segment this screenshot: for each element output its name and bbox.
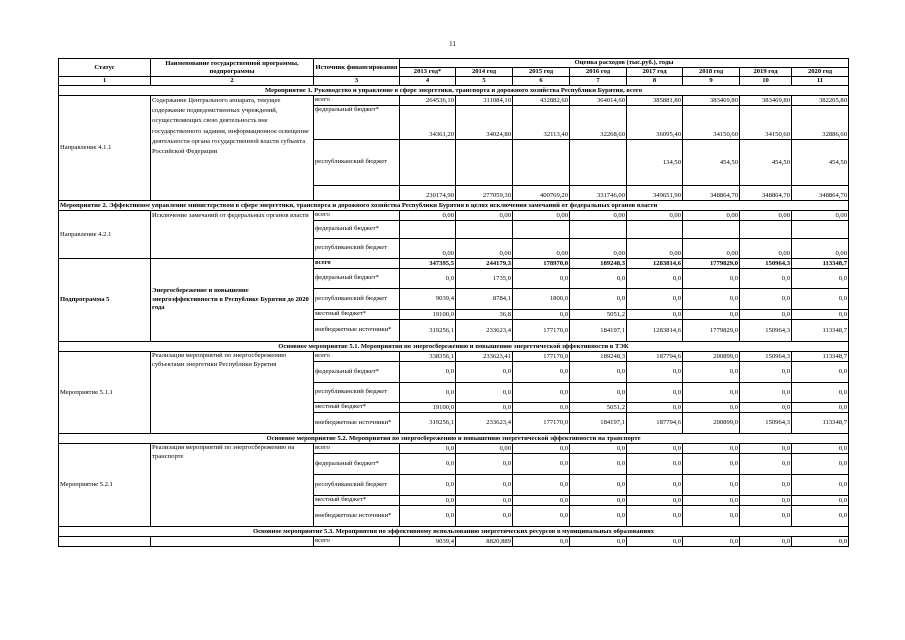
row-status: Подпрограмма 5 (59, 259, 151, 342)
value-cell: 400769,20 (513, 186, 570, 201)
value-cell: 1283814,6 (627, 320, 683, 342)
value-cell: 233623,4 (456, 320, 513, 342)
value-cell: 0,0 (400, 506, 456, 527)
value-cell: 184197,1 (570, 320, 627, 342)
value-cell: 382205,80 (792, 96, 849, 106)
value-cell: 177170,0 (513, 352, 570, 362)
value-cell: 8784,1 (456, 289, 513, 310)
source-label: внебюджетные источники* (314, 506, 400, 527)
value-cell: 113348,7 (792, 352, 849, 362)
value-cell: 0,0 (513, 444, 570, 454)
value-cell: 0,0 (683, 289, 740, 310)
value-cell: 0,0 (683, 475, 740, 496)
value-cell: 9039,4 (400, 537, 456, 547)
value-cell: 5051,2 (570, 310, 627, 320)
value-cell: 113348,7 (792, 259, 849, 269)
value-cell: 0,00 (627, 239, 683, 259)
year-header: 2014 год (456, 68, 513, 77)
value-cell: 0,0 (792, 444, 849, 454)
col-estimate-header: Оценка расходов (тыс.руб.), годы (400, 59, 849, 68)
value-cell: 0,0 (570, 537, 627, 547)
year-header: 2017 год (627, 68, 683, 77)
value-cell: 0,0 (683, 506, 740, 527)
source-label (314, 186, 400, 201)
value-cell: 0,0 (792, 506, 849, 527)
year-header: 2016 год (570, 68, 627, 77)
value-cell: 0,0 (513, 269, 570, 289)
value-cell: 0,00 (570, 239, 627, 259)
value-cell: 19100,0 (400, 403, 456, 413)
row-name: Содержание Центрального аппарата, текущее содержание подведомственных учреждений, осуществляющих свою деятельность вне государственного задания, информационное освещение деятельности органа государственной власти субъекта Российской Федерации (151, 96, 314, 201)
value-cell: 177170,0 (513, 413, 570, 434)
value-cell: 319256,1 (400, 413, 456, 434)
value-cell: 0,0 (740, 362, 792, 383)
value-cell: 0,0 (513, 537, 570, 547)
value-cell: 0,0 (792, 289, 849, 310)
value-cell: 1779829,0 (683, 259, 740, 269)
source-label: местный бюджет* (314, 403, 400, 413)
row-status (59, 537, 151, 547)
value-cell: 0,0 (627, 506, 683, 527)
source-label: республиканский бюджет (314, 475, 400, 496)
value-cell: 0,00 (740, 239, 792, 259)
value-cell (513, 140, 570, 186)
value-cell: 0,00 (683, 211, 740, 221)
value-cell: 0,0 (570, 289, 627, 310)
value-cell: 0,0 (627, 310, 683, 320)
value-cell: 187794,6 (627, 413, 683, 434)
value-cell: 0,0 (570, 496, 627, 506)
value-cell: 0,0 (400, 383, 456, 403)
value-cell (683, 221, 740, 239)
value-cell: 0,0 (792, 537, 849, 547)
value-cell (513, 221, 570, 239)
value-cell: 0,0 (792, 454, 849, 475)
table-row (59, 444, 849, 454)
value-cell: 0,00 (570, 211, 627, 221)
value-cell: 383469,80 (740, 96, 792, 106)
value-cell (570, 140, 627, 186)
value-cell: 0,0 (683, 496, 740, 506)
col-index: 9 (683, 77, 740, 86)
value-cell: 0,0 (627, 454, 683, 475)
value-cell (740, 221, 792, 239)
value-cell: 0,0 (683, 537, 740, 547)
value-cell: 0,0 (456, 383, 513, 403)
value-cell: 0,0 (627, 362, 683, 383)
col-index: 2 (151, 77, 314, 86)
row-name: Реализация мероприятий по энергосбережению субъектами энергетики Республики Бурятия (151, 352, 314, 434)
value-cell: 0,00 (400, 211, 456, 221)
value-cell: 319256,1 (400, 320, 456, 342)
section-title: Основное мероприятие 5.2. Мероприятия по энергосбережению и повышению энергетической эффективности на транспорте (59, 434, 849, 444)
value-cell: 0,0 (513, 475, 570, 496)
col-index: 7 (570, 77, 627, 86)
value-cell: 0,0 (740, 454, 792, 475)
value-cell: 233623,4 (456, 413, 513, 434)
value-cell: 0,0 (792, 496, 849, 506)
value-cell: 0,0 (740, 269, 792, 289)
value-cell: 0,0 (792, 475, 849, 496)
value-cell: 0,0 (400, 496, 456, 506)
value-cell: 0,0 (683, 362, 740, 383)
value-cell: 0,0 (683, 310, 740, 320)
table-row (59, 259, 849, 269)
year-header: 2020 год (792, 68, 849, 77)
col-index: 11 (792, 77, 849, 86)
value-cell: 277059,30 (456, 186, 513, 201)
value-cell: 113348,7 (792, 320, 849, 342)
value-cell: 150964,3 (740, 320, 792, 342)
value-cell: 0,0 (740, 506, 792, 527)
value-cell: 0,0 (683, 403, 740, 413)
col-index: 4 (400, 77, 456, 86)
value-cell: 113348,7 (792, 413, 849, 434)
value-cell: 0,00 (627, 211, 683, 221)
source-label: федеральный бюджет* (314, 221, 400, 239)
value-cell: 0,0 (683, 454, 740, 475)
section-row (59, 434, 849, 444)
row-status: Направление 4.2.1 (59, 211, 151, 259)
value-cell: 0,00 (792, 239, 849, 259)
value-cell: 32113,40 (513, 106, 570, 140)
value-cell: 0,0 (792, 362, 849, 383)
row-name: Исключение замечаний от федеральных органов власти (151, 211, 314, 259)
value-cell: 1283814,6 (627, 259, 683, 269)
value-cell: 264536,10 (400, 96, 456, 106)
value-cell: 0,0 (456, 454, 513, 475)
row-name: Энергосбережение и повышение энергоэффективности в Республике Бурятия до 2020 года (151, 259, 314, 342)
value-cell: 19100,0 (400, 310, 456, 320)
value-cell (627, 221, 683, 239)
value-cell: 0,0 (740, 310, 792, 320)
value-cell: 454,50 (740, 140, 792, 186)
row-name: Реализация мероприятий по энергосбережению на транспорте (151, 444, 314, 527)
value-cell: 177170,0 (513, 320, 570, 342)
source-label: всего (314, 211, 400, 221)
value-cell: 0,0 (683, 383, 740, 403)
value-cell: 0,0 (570, 506, 627, 527)
col-source-header: Источник финансирования (314, 59, 400, 77)
row-status: Мероприятие 5.2.1 (59, 444, 151, 527)
value-cell: 0,0 (570, 269, 627, 289)
source-label: республиканский бюджет (314, 140, 400, 186)
value-cell: 0,0 (740, 537, 792, 547)
value-cell: 0,0 (740, 496, 792, 506)
source-label: республиканский бюджет (314, 383, 400, 403)
value-cell: 233623,41 (456, 352, 513, 362)
value-cell: 244179,3 (456, 259, 513, 269)
source-label: внебюджетные источники* (314, 320, 400, 342)
year-header: 2013 год* (400, 68, 456, 77)
value-cell: 331746,00 (570, 186, 627, 201)
value-cell: 230174,90 (400, 186, 456, 201)
value-cell: 0,00 (456, 211, 513, 221)
col-index: 5 (456, 77, 513, 86)
section-row (59, 342, 849, 352)
row-name (151, 537, 314, 547)
value-cell: 432882,60 (513, 96, 570, 106)
value-cell: 0,0 (740, 475, 792, 496)
value-cell: 0,0 (456, 475, 513, 496)
value-cell (456, 221, 513, 239)
value-cell: 0,0 (570, 475, 627, 496)
year-header: 2015 год (513, 68, 570, 77)
value-cell: 0,0 (513, 310, 570, 320)
year-header: 2019 год (740, 68, 792, 77)
value-cell: 178970,0 (513, 259, 570, 269)
section-title: Мероприятие 1. Руководство и управление в сфере энергетики, транспорта и дорожного хозяйства Республики Бурятия, всего (59, 86, 849, 96)
value-cell: 32886,60 (792, 106, 849, 140)
value-cell: 0,0 (627, 475, 683, 496)
source-label: федеральный бюджет* (314, 106, 400, 140)
value-cell: 0,0 (513, 383, 570, 403)
value-cell: 189248,3 (570, 259, 627, 269)
source-label: всего (314, 96, 400, 106)
value-cell: 134,50 (627, 140, 683, 186)
value-cell: 0,00 (683, 239, 740, 259)
value-cell: 0,0 (683, 269, 740, 289)
value-cell: 311084,10 (456, 96, 513, 106)
value-cell: 34024,80 (456, 106, 513, 140)
value-cell: 0,0 (627, 289, 683, 310)
row-status: Мероприятие 5.1.1 (59, 352, 151, 434)
value-cell: 0,0 (683, 444, 740, 454)
source-label: федеральный бюджет* (314, 454, 400, 475)
value-cell: 150964,3 (740, 259, 792, 269)
value-cell: 8820,889 (456, 537, 513, 547)
value-cell: 0,00 (792, 211, 849, 221)
value-cell: 0,0 (740, 289, 792, 310)
value-cell: 150964,3 (740, 352, 792, 362)
value-cell: 0,00 (400, 239, 456, 259)
section-title: Основное мероприятие 5.3. Мероприятия по эффективному использованию энергетических ресурсов в муниципальных образованиях (59, 527, 849, 537)
source-label: местный бюджет* (314, 496, 400, 506)
value-cell: 9039,4 (400, 289, 456, 310)
value-cell: 0,0 (570, 454, 627, 475)
value-cell: 0,0 (627, 269, 683, 289)
table-row (59, 537, 849, 547)
value-cell: 0,0 (627, 496, 683, 506)
section-title: Мероприятие 2. Эффективное управление министерством в сфере энергетики, транспорта и дорожного хозяйства Республики Бурятия в целях исключения замечаний от федеральных органов власти (59, 201, 849, 211)
value-cell (400, 140, 456, 186)
value-cell: 0,0 (513, 362, 570, 383)
col-status-header: Статус (59, 59, 151, 77)
value-cell: 348864,70 (740, 186, 792, 201)
value-cell: 34150,60 (683, 106, 740, 140)
value-cell: 454,50 (683, 140, 740, 186)
table-row (59, 352, 849, 362)
value-cell: 0,0 (570, 383, 627, 403)
source-label: всего (314, 352, 400, 362)
col-index: 3 (314, 77, 400, 86)
value-cell: 200899,0 (683, 413, 740, 434)
value-cell: 0,0 (740, 403, 792, 413)
source-label: всего (314, 537, 400, 547)
col-index: 10 (740, 77, 792, 86)
source-label: всего (314, 444, 400, 454)
value-cell (792, 221, 849, 239)
value-cell: 0,0 (740, 444, 792, 454)
value-cell: 0,0 (400, 269, 456, 289)
table-row (59, 96, 849, 106)
value-cell: 383469,80 (683, 96, 740, 106)
value-cell: 0,0 (456, 403, 513, 413)
index-row (59, 77, 849, 86)
source-label: федеральный бюджет* (314, 269, 400, 289)
value-cell: 338356,1 (400, 352, 456, 362)
value-cell: 0,0 (792, 403, 849, 413)
col-name-header: Наименование государственной программы, подпрограммы (151, 59, 314, 77)
value-cell: 0,00 (456, 239, 513, 259)
value-cell: 189248,3 (570, 352, 627, 362)
section-row (59, 527, 849, 537)
source-label: внебюджетные источники* (314, 413, 400, 434)
section-row (59, 201, 849, 211)
page-number: 11 (449, 40, 456, 48)
value-cell: 34150,60 (740, 106, 792, 140)
value-cell: 5051,2 (570, 403, 627, 413)
value-cell: 36095,40 (627, 106, 683, 140)
value-cell: 184197,1 (570, 413, 627, 434)
table-row (59, 211, 849, 221)
value-cell: 348864,70 (792, 186, 849, 201)
value-cell: 0,0 (627, 403, 683, 413)
value-cell: 0,0 (792, 269, 849, 289)
section-title: Основное мероприятие 5.1. Мероприятия по энергосбережению и повышению энергетической эффективности в ТЭК (59, 342, 849, 352)
value-cell (400, 221, 456, 239)
value-cell: 0,0 (627, 383, 683, 403)
source-label: федеральный бюджет* (314, 362, 400, 383)
col-index: 1 (59, 77, 151, 86)
value-cell: 0,0 (792, 310, 849, 320)
value-cell: 187794,6 (627, 352, 683, 362)
value-cell: 0,0 (400, 362, 456, 383)
value-cell: 0,00 (740, 211, 792, 221)
value-cell: 0,0 (456, 506, 513, 527)
value-cell: 0,00 (513, 211, 570, 221)
value-cell: 0,0 (570, 362, 627, 383)
source-label: всего (314, 259, 400, 269)
value-cell: 0,0 (400, 454, 456, 475)
source-label: местный бюджет* (314, 310, 400, 320)
value-cell: 0,0 (792, 383, 849, 403)
value-cell: 0,0 (400, 475, 456, 496)
value-cell: 32268,60 (570, 106, 627, 140)
value-cell: 0,0 (627, 537, 683, 547)
value-cell: 349651,90 (627, 186, 683, 201)
value-cell: 0,0 (627, 444, 683, 454)
value-cell: 0,0 (513, 454, 570, 475)
value-cell: 0,0 (513, 403, 570, 413)
value-cell: 348864,70 (683, 186, 740, 201)
expense-table (58, 58, 849, 547)
col-index: 8 (627, 77, 683, 86)
value-cell: 0,0 (456, 496, 513, 506)
value-cell: 0,00 (513, 239, 570, 259)
section-row (59, 86, 849, 96)
row-status: Направление 4.1.1 (59, 96, 151, 201)
table-body (59, 59, 849, 547)
value-cell: 0,00 (456, 444, 513, 454)
value-cell: 0,0 (513, 496, 570, 506)
col-index: 6 (513, 77, 570, 86)
value-cell (570, 221, 627, 239)
source-label: республиканский бюджет (314, 239, 400, 259)
value-cell: 36,8 (456, 310, 513, 320)
value-cell: 1800,0 (513, 289, 570, 310)
value-cell: 1735,0 (456, 269, 513, 289)
value-cell: 364014,60 (570, 96, 627, 106)
value-cell: 150964,3 (740, 413, 792, 434)
value-cell: 0,0 (570, 444, 627, 454)
value-cell: 200899,0 (683, 352, 740, 362)
source-label: республиканский бюджет (314, 289, 400, 310)
year-header: 2018 год (683, 68, 740, 77)
value-cell: 1779829,0 (683, 320, 740, 342)
value-cell: 34361,20 (400, 106, 456, 140)
value-cell: 454,50 (792, 140, 849, 186)
value-cell: 0,0 (400, 444, 456, 454)
value-cell: 385881,80 (627, 96, 683, 106)
value-cell: 0,0 (513, 506, 570, 527)
header-row (59, 59, 849, 68)
value-cell (456, 140, 513, 186)
value-cell: 0,0 (456, 362, 513, 383)
value-cell: 0,0 (740, 383, 792, 403)
value-cell: 347395,5 (400, 259, 456, 269)
